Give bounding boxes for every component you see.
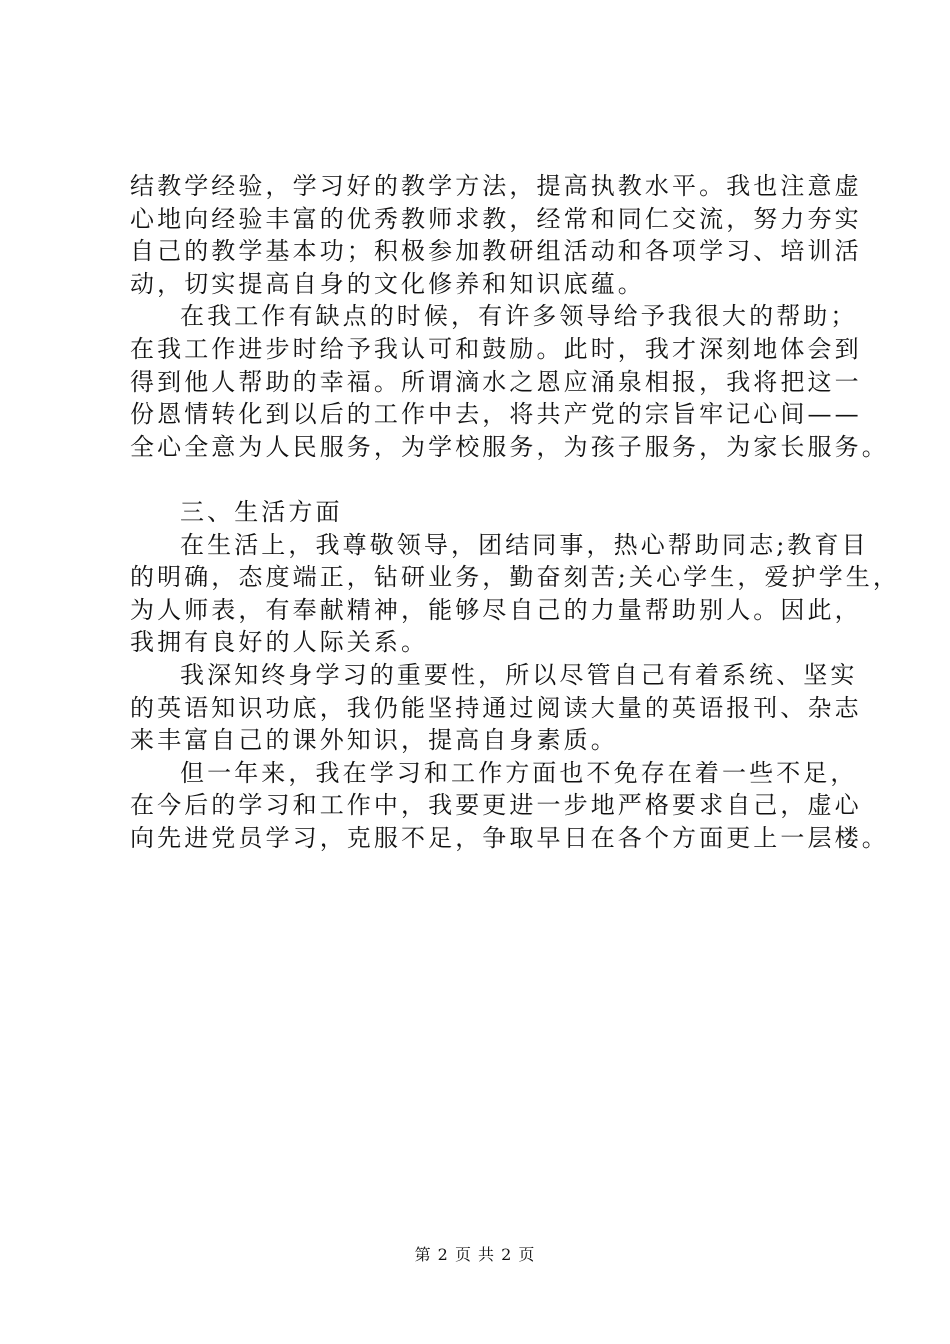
text-line: 的明确，态度端正，钻研业务，勤奋刻苦;关心学生，爱护学生， bbox=[130, 563, 900, 592]
text-line: 但一年来，我在学习和工作方面也不免存在着一些不足， bbox=[180, 758, 858, 787]
paragraph-5 bbox=[130, 757, 889, 855]
text-line: 为人师表，有奉献精神，能够尽自己的力量帮助别人。因此， bbox=[130, 595, 862, 624]
paragraph-1 bbox=[130, 170, 862, 300]
section-heading: 三、生活方面 bbox=[180, 497, 343, 526]
text-line: 动，切实提高自身的文化修养和知识底蕴。 bbox=[130, 269, 645, 298]
text-line: 全心全意为人民服务，为学校服务，为孩子服务，为家长服务。 bbox=[130, 432, 889, 461]
text-line: 的英语知识功底，我仍能坚持通过阅读大量的英语报刊、杂志 bbox=[130, 693, 862, 722]
paragraph-2 bbox=[130, 300, 889, 463]
text-line: 来丰富自己的课外知识，提高自身素质。 bbox=[130, 726, 618, 755]
text-line: 自己的教学基本功；积极参加教研组活动和各项学习、培训活 bbox=[130, 237, 862, 266]
text-line: 在今后的学习和工作中，我要更进一步地严格要求自己，虚心 bbox=[130, 791, 862, 820]
text-line: 我深知终身学习的重要性，所以尽管自己有着系统、坚实 bbox=[180, 660, 858, 689]
text-line: 得到他人帮助的幸福。所谓滴水之恩应涌泉相报，我将把这一 bbox=[130, 367, 862, 396]
text-line: 向先进党员学习，克服不足，争取早日在各个方面更上一层楼。 bbox=[130, 823, 889, 852]
text-line: 份恩情转化到以后的工作中去，将共产党的宗旨牢记心间—— bbox=[130, 400, 862, 429]
text-line: 在我工作进步时给予我认可和鼓励。此时，我才深刻地体会到 bbox=[130, 334, 862, 363]
document-body bbox=[130, 170, 900, 854]
text-line: 在生活上，我尊敬领导，团结同事，热心帮助同志;教育目 bbox=[180, 530, 869, 559]
paragraph-3 bbox=[130, 529, 900, 659]
text-line: 在我工作有缺点的时候，有许多领导给予我很大的帮助； bbox=[180, 302, 858, 331]
text-line: 我拥有良好的人际关系。 bbox=[130, 628, 429, 657]
text-line: 结教学经验，学习好的教学方法，提高执教水平。我也注意虚 bbox=[130, 172, 862, 200]
text-line: 心地向经验丰富的优秀教师求教，经常和同仁交流，努力夯实 bbox=[130, 204, 862, 233]
page-number-footer: 第 2 页 共 2 页 bbox=[414, 1245, 536, 1264]
paragraph-4 bbox=[130, 659, 862, 757]
blank-line bbox=[130, 463, 850, 496]
